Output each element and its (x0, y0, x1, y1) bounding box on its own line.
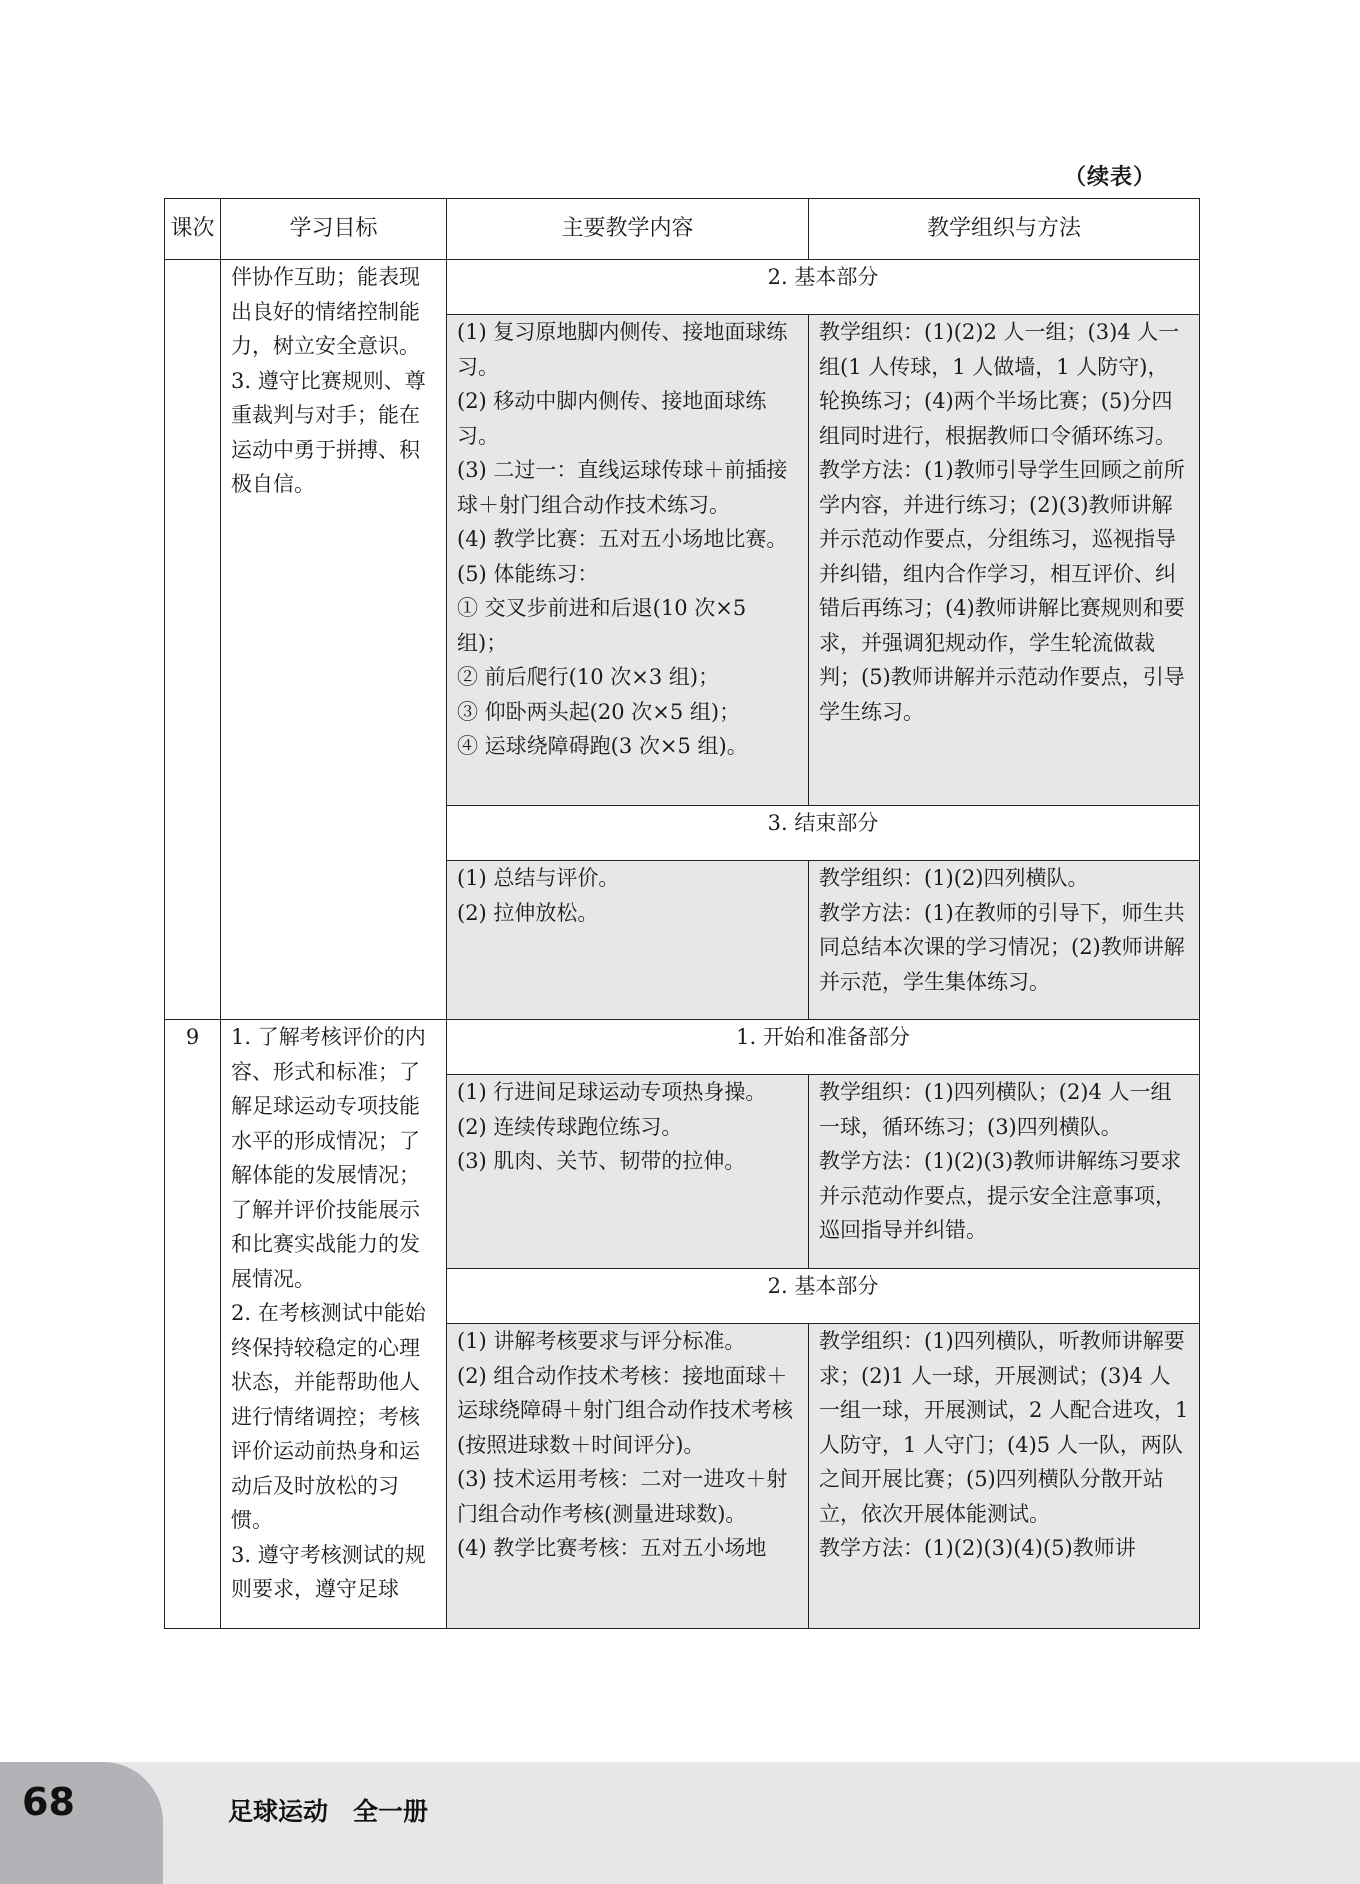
goal-item: 1. 了解考核评价的内容、形式和标准；了解足球运动专项技能水平的形成情况；了解体能的发展情况；了解并评价技能展示和比赛实战能力的发展情况。 (231, 1025, 426, 1291)
goal-item: 3. 遵守考核测试的规则要求，遵守足球 (231, 1542, 426, 1601)
methods-cell (809, 315, 1200, 806)
table-header-row (165, 199, 1200, 260)
content-item: (2) 组合动作技术考核：接地面球＋运球绕障碍＋射门组合动作技术考核(按照进球数＋时间评分)。 (457, 1363, 793, 1457)
content-item: (3) 肌肉、关节、韧带的拉伸。 (457, 1149, 746, 1173)
methods-cell (809, 1075, 1200, 1269)
content-item: (1) 行进间足球运动专项热身操。 (457, 1080, 767, 1104)
table-row (165, 260, 1200, 315)
content-cell (447, 1075, 809, 1269)
methods-item: 教学方法：(1)(2)(3)(4)(5)教师讲 (819, 1536, 1136, 1560)
section-title: 1. 开始和准备部分 (447, 1020, 1200, 1075)
section-title: 2. 基本部分 (447, 260, 1200, 315)
header-lesson: 课次 (165, 199, 221, 260)
learning-goals (221, 1020, 447, 1629)
content-item: (3) 技术运用考核：二对一进攻＋射门组合动作考核(测量进球数)。 (457, 1467, 788, 1526)
content-cell (447, 1324, 809, 1629)
goal-item: 伴协作互助；能表现出良好的情绪控制能力，树立安全意识。 (231, 265, 420, 358)
content-item: (1) 总结与评价。 (457, 866, 620, 890)
header-goals: 学习目标 (221, 199, 447, 260)
lesson-number: 9 (165, 1020, 221, 1629)
methods-item: 教学方法：(1)在教师的引导下，师生共同总结本次课的学习情况；(2)教师讲解并示范，学生集体练习。 (819, 900, 1185, 994)
content-item: ② 前后爬行(10 次×3 组)； (457, 665, 720, 689)
methods-cell (809, 1324, 1200, 1629)
content-item: ③ 仰卧两头起(20 次×5 组)； (457, 699, 741, 724)
methods-item: 教学组织：(1)四列横队；(2)4 人一组一球，循环练习；(3)四列横队。 (819, 1080, 1172, 1139)
header-content: 主要教学内容 (447, 199, 809, 260)
header-methods: 教学组织与方法 (809, 199, 1200, 260)
content-item: (1) 讲解考核要求与评分标准。 (457, 1329, 746, 1353)
table-row (165, 1020, 1200, 1075)
section-title: 2. 基本部分 (447, 1269, 1200, 1324)
content-item: (1) 复习原地脚内侧传、接地面球练习。 (457, 320, 788, 379)
content-item: (5) 体能练习： (457, 561, 599, 586)
methods-item: 教学组织：(1)(2)四列横队。 (819, 866, 1089, 890)
methods-cell (809, 861, 1200, 1020)
book-title: 足球运动 全一册 (228, 1797, 429, 1826)
methods-item: 教学方法：(1)(2)(3)教师讲解练习要求并示范动作要点，提示安全注意事项，巡回指导并纠错。 (819, 1149, 1182, 1242)
content-item: (2) 拉伸放松。 (457, 900, 599, 925)
content-item: (4) 教学比赛考核：五对五小场地 (457, 1536, 767, 1560)
lesson-plan-table (164, 198, 1200, 1629)
content-item: (2) 连续传球跑位练习。 (457, 1114, 683, 1139)
goal-item: 3. 遵守比赛规则、尊重裁判与对手；能在运动中勇于拼搏、积极自信。 (231, 368, 426, 496)
section-title: 3. 结束部分 (447, 806, 1200, 861)
methods-item: 教学组织：(1)四列横队，听教师讲解要求；(2)1 人一球，开展测试；(3)4 人一组一球，开展测试，2 人配合进攻，1 人防守，1 人守门；(4)5 人一队，两队之间开展比赛；(5)四列横队分散开站立，依次开展体能测试。 (819, 1329, 1189, 1526)
goal-item: 2. 在考核测试中能始终保持较稳定的心理状态，并能帮助他人进行情绪调控；考核评价运动前热身和运动后及时放松的习惯。 (231, 1301, 426, 1532)
methods-item: 教学方法：(1)教师引导学生回顾之前所学内容，并进行练习；(2)(3)教师讲解并示范动作要点，分组练习，巡视指导并纠错，组内合作学习，相互评价、纠错后再练习；(4)教师讲解比赛规则和要求，并强调犯规动作，学生轮流做裁判；(5)教师讲解并示范动作要点，引导学生练习。 (819, 458, 1185, 724)
content-item: (2) 移动中脚内侧传、接地面球练习。 (457, 389, 767, 448)
content-item: (4) 教学比赛：五对五小场地比赛。 (457, 527, 788, 551)
content-item: ④ 运球绕障碍跑(3 次×5 组)。 (457, 734, 748, 758)
learning-goals (221, 260, 447, 1020)
content-item: (3) 二过一：直线运球传球＋前插接球＋射门组合动作技术练习。 (457, 458, 788, 517)
content-cell (447, 315, 809, 806)
lesson-number (165, 260, 221, 1020)
content-cell (447, 861, 809, 1020)
continued-label: （续表） (1064, 165, 1157, 190)
methods-item: 教学组织：(1)(2)2 人一组；(3)4 人一组(1 人传球，1 人做墙，1 人防守)，轮换练习；(4)两个半场比赛；(5)分四组同时进行，根据教师口令循环练习。 (819, 320, 1180, 448)
page-number: 68 (22, 1780, 75, 1824)
footer-band (0, 1762, 1360, 1884)
content-item: ① 交叉步前进和后退(10 次×5 组)； (457, 596, 747, 655)
